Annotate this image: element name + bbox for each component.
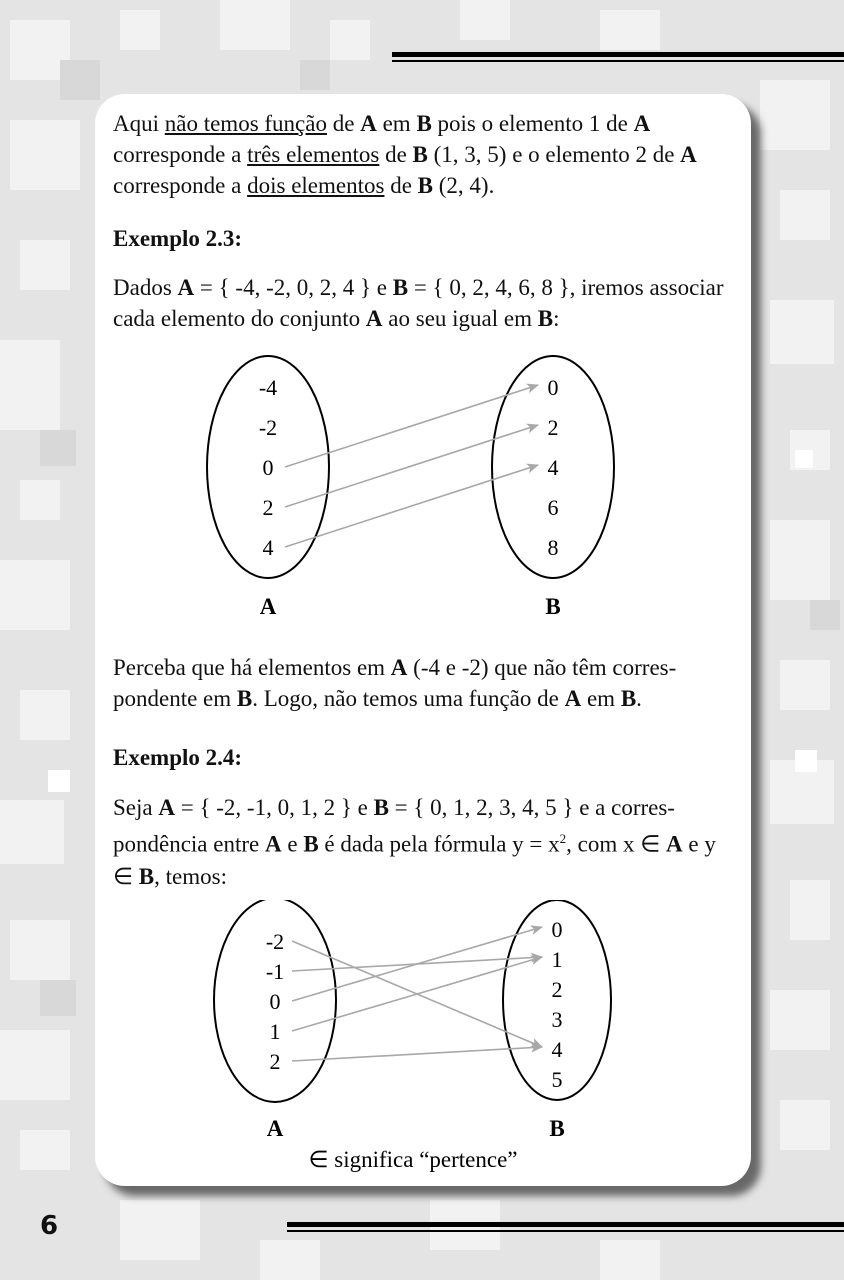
set-b-element: 2: [547, 415, 559, 440]
mapping-diagram-1: [95, 355, 751, 625]
mapping-diagram-2: [95, 900, 751, 1180]
set-b-element: 2: [551, 977, 563, 1002]
symbol-note: [308, 1147, 517, 1173]
set-a-element: -4: [258, 375, 278, 400]
set-a-element: 1: [269, 1019, 281, 1044]
mapping-arrow: [285, 385, 538, 467]
set-b-element: 6: [547, 495, 559, 520]
example-2-3-text: Dados A = { -4, -2, 0, 2, 4 } e B = { 0, 2, 4, 6, 8 }, iremos associar cada elemento do conjunto A ao seu igual em B:: [113, 275, 724, 331]
set-a-element: 2: [269, 1049, 281, 1074]
mapping-arrow: [292, 927, 542, 1001]
set-b-element: 0: [551, 917, 563, 942]
example-2-3-heading: Exemplo 2.3:: [113, 226, 243, 251]
bottom-double-rule: [287, 1222, 844, 1236]
set-b-element: 1: [551, 947, 563, 972]
element-of-symbol: ∈: [308, 1147, 329, 1173]
element-of-symbol: ∈: [640, 831, 661, 858]
set-b-element: 0: [547, 375, 559, 400]
set-b-label: B: [545, 594, 561, 619]
set-b-label: B: [549, 1116, 565, 1141]
mapping-arrow: [285, 425, 538, 507]
symbol-note-text: significa “pertence”: [328, 1147, 518, 1172]
set-a-element: 0: [262, 455, 274, 480]
set-a-element: 2: [262, 495, 274, 520]
example-2-4-heading: Exemplo 2.4:: [113, 745, 243, 770]
set-b-element: 4: [547, 455, 559, 480]
set-a-element: 0: [269, 989, 281, 1014]
element-of-symbol: ∈: [113, 863, 134, 890]
mapping-arrow: [285, 465, 538, 547]
set-a-label: A: [259, 594, 277, 619]
set-a-element: 4: [262, 535, 274, 560]
intro-paragraph: Aqui não temos função de A em B pois o elemento 1 de A corresponde a três elementos de B (1, 3, 5) e o elemento 2 de A corresponde a dois elementos de B (2, 4).: [113, 111, 697, 198]
page-number: 6: [40, 1211, 59, 1241]
set-a-element: -2: [265, 929, 285, 954]
set-b-element: 8: [547, 535, 559, 560]
perceba-paragraph: Perceba que há elementos em A (-4 e -2) que não têm corres-pondente em B. Logo, não temos uma função de A em B.: [113, 655, 677, 711]
set-a-element: -2: [258, 415, 278, 440]
set-a-element: -1: [265, 959, 285, 984]
example-2-4-text: Seja A = { -2, -1, 0, 1, 2 } e B = { 0, 1, 2, 3, 4, 5 } e a corres-pondência entre A e B é dada pela fórmula $y = x^2$, com x ∈ A e y ∈ B, temos:: [113, 795, 716, 890]
set-b-element: 5: [551, 1067, 563, 1092]
set-b-element: 3: [551, 1007, 563, 1032]
top-double-rule: [392, 52, 844, 66]
set-b-element: 4: [551, 1037, 563, 1062]
set-a-label: A: [266, 1116, 284, 1141]
